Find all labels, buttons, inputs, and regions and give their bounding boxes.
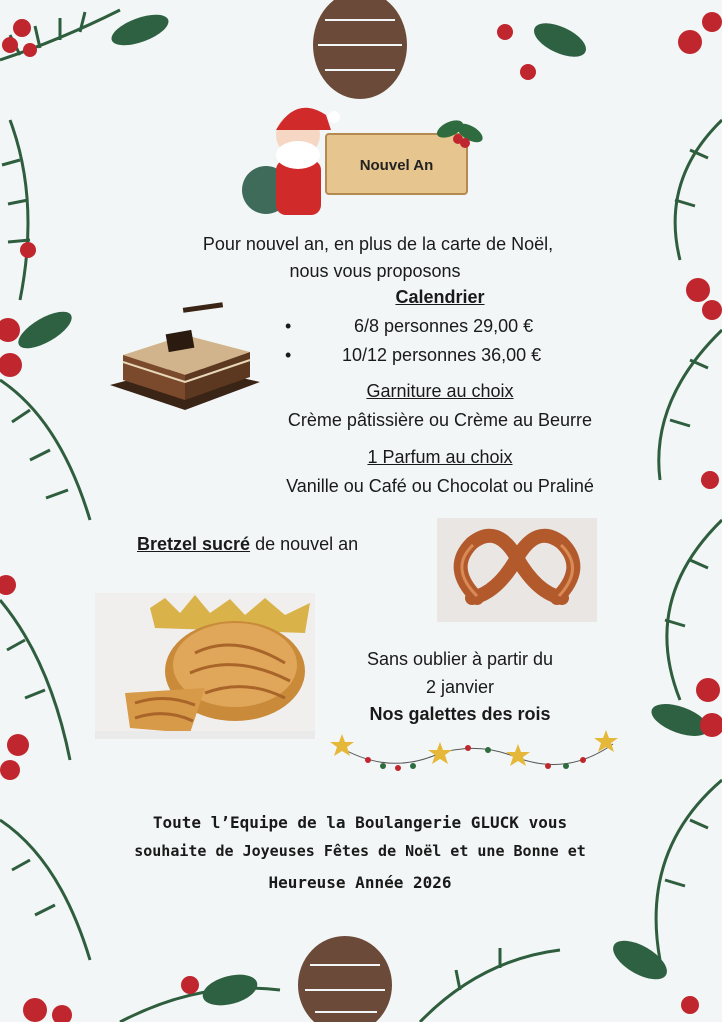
bullet-2: •: [285, 345, 292, 365]
galettes-line-3: Nos galettes des rois: [369, 704, 551, 724]
galette-image: [95, 593, 315, 739]
calendrier-title: Calendrier: [395, 287, 485, 307]
bretzel-line: [137, 533, 358, 555]
galettes-line-1: Sans oublier à partir du: [366, 649, 554, 669]
garniture-title: Garniture au choix: [366, 381, 514, 401]
calendrier-size-2: 10/12 personnes 36,00 €: [342, 345, 542, 365]
banner-title: Nouvel An: [359, 157, 434, 174]
intro-line-1: Pour nouvel an, en plus de la carte de Noël,: [202, 234, 554, 254]
intro-line-2: nous vous proposons: [289, 261, 461, 281]
bretzel-suffix: de nouvel an: [250, 534, 359, 554]
galettes-line-2: 2 janvier: [425, 677, 495, 697]
bretzel-label: Bretzel sucré: [137, 534, 251, 554]
calendrier-size-1: 6/8 personnes 29,00 €: [354, 316, 534, 336]
holly-berry-icon: [434, 115, 484, 165]
star-garland-icon: [328, 726, 620, 786]
parfum-title: 1 Parfum au choix: [367, 447, 513, 467]
bullet-1: •: [285, 316, 292, 336]
closing-line-2: souhaite de Joyeuses Fêtes de Noël et une Bonne et: [134, 842, 586, 860]
bretzel-image: [437, 518, 597, 622]
closing-line-3: Heureuse Année 2026: [268, 873, 452, 892]
parfum-text: Vanille ou Café ou Chocolat ou Praliné: [286, 476, 594, 496]
garniture-text: Crème pâtissière ou Crème au Beurre: [287, 410, 593, 430]
calendrier-cake-image: [105, 300, 265, 418]
closing-line-1: Toute l’Equipe de la Boulangerie GLUCK vous: [152, 813, 568, 832]
